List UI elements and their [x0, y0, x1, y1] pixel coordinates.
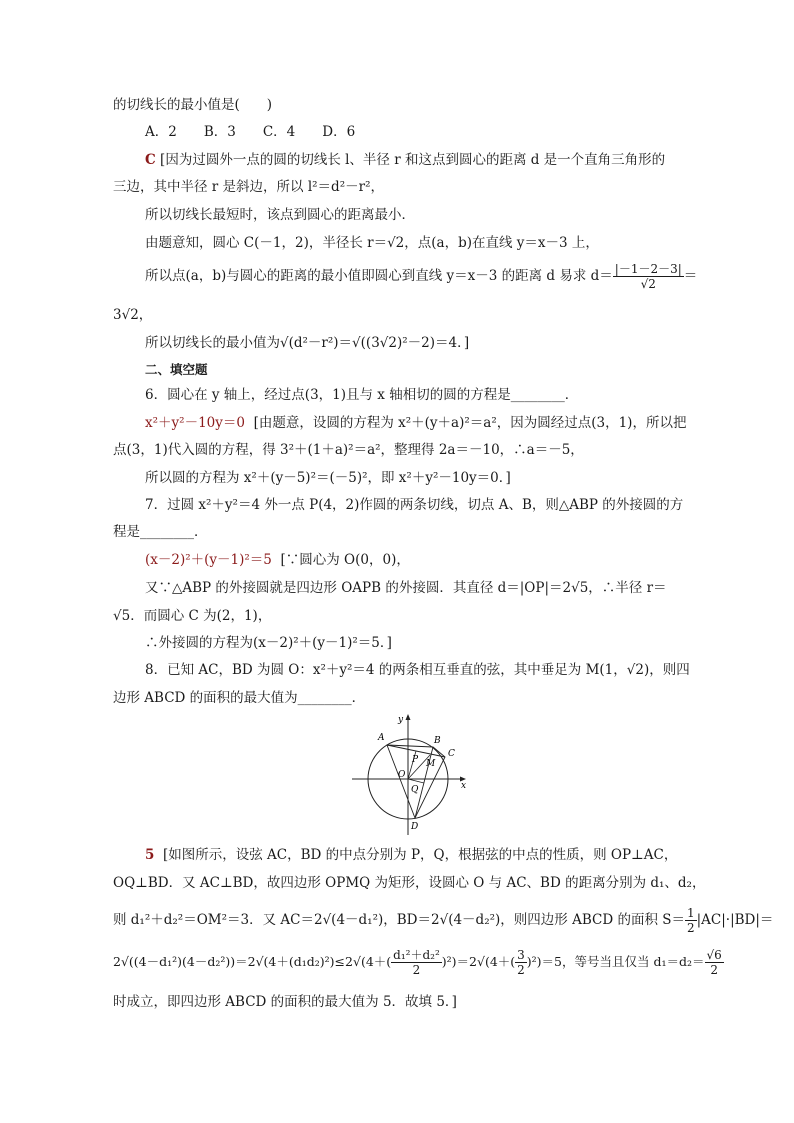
q8-sol1: [如图所示，设弦 AC，BD 的中点分别为 P，Q，根据弦的中点的性质，则 OP⊥AC， [163, 847, 678, 863]
q8-half-fraction [685, 906, 697, 935]
q7-answer: (x－2)²＋(y－1)²＝5 [145, 552, 272, 568]
q8-frac-3-den: 2 [710, 963, 718, 977]
q8-sol3 [113, 906, 773, 935]
q8-sol4-b: √(4＋( [352, 954, 392, 969]
q8-sol4-a: 2√((4－d₁²)(4－d₂²))＝2√(4＋(d₁d₂)²)≤2 [113, 954, 353, 969]
q8-answer: 5 [145, 847, 155, 863]
q8-sol4-c: )²)＝2 [441, 954, 477, 969]
q8-sol3-post: |AC|·|BD|＝ [696, 912, 774, 928]
q5-sol5 [145, 262, 697, 291]
q5-answer: C [145, 152, 156, 168]
q8-frac-2 [515, 948, 527, 977]
q5-sol2: 三边，其中半径 r 是斜边，所以 l²＝d²－r²， [113, 179, 384, 195]
label-a: A [378, 733, 385, 743]
q5-sol5-post: ＝ [683, 268, 698, 284]
q7-sol2: 又∵△ABP 的外接圆就是四边形 OAPB 的外接圆．其直径 d＝|OP|＝2√5，∴半径 r＝ [145, 580, 667, 596]
q8-stem-2: 边形 ABCD 的面积的最大值为________． [113, 690, 366, 706]
q7-stem-2: 程是________． [113, 524, 208, 540]
label-x: x [461, 781, 467, 791]
q5-sol1: [因为过圆外一点的圆的切线长 l、半径 r 和这点到圆心的距离 d 是一个直角三角形的 [160, 152, 666, 168]
q7-sol3: √5．而圆心 C 为(2，1)， [113, 608, 272, 624]
q5-sol7: 所以切线长的最小值为√(d²－r²)＝√((3√2)²－2)＝4．] [145, 335, 470, 351]
q8-frac-1-num: d₁²＋d₂² [393, 948, 440, 962]
label-p: P [412, 755, 419, 765]
q5-stem-tail: 的切线长的最小值是( ) [113, 97, 273, 113]
q6-sol2: 点(3，1)代入圆的方程，得 3²＋(1＋a)²＝a²，整理得 2a＝－10，∴a＝－5， [113, 442, 584, 458]
q5-frac-numerator: |－1－2－3| [614, 262, 682, 276]
q6-stem: 6．圆心在 y 轴上，经过点(3，1)且与 x 轴相切的圆的方程是________． [145, 387, 579, 403]
q5-frac-denominator: √2 [640, 277, 656, 291]
q5-options: A．2 B．3 C．4 D．6 [145, 124, 356, 140]
q8-sol4 [113, 948, 724, 977]
label-m: M [426, 759, 436, 769]
q8-sol4-d: √(4＋( [476, 954, 516, 969]
segment-oq [408, 779, 424, 783]
q8-sol5: 时成立，即四边形 ABCD 的面积的最大值为 5．故填 5．] [113, 994, 457, 1010]
q5-sol4: 由题意知，圆心 C(－1，2)，半径长 r＝√2，点(a，b)在直线 y＝x－3 上， [145, 235, 599, 251]
q6-sol3: 所以圆的方程为 x²＋(y－5)²＝(－5)²，即 x²＋y²－10y＝0．] [145, 470, 511, 486]
q7-sol4: ∴外接圆的方程为(x－2)²＋(y－1)²＝5．] [145, 635, 392, 651]
q8-sol2: OQ⊥BD．又 AC⊥BD，故四边形 OPMQ 为矩形，设圆心 O 与 AC、BD 的距离分别为 d₁、d₂， [113, 875, 706, 891]
q8-stem-1: 8．已知 AC，BD 为圆 O：x²＋y²＝4 的两条相互垂直的弦，其中垂足为 M(1，√2)，则四 [145, 662, 690, 678]
label-c: C [448, 749, 455, 759]
q5-sol6: 3√2， [113, 307, 153, 323]
q5-sol5-pre: 所以点(a，b)与圆心的距离的最小值即圆心到直线 y＝x－3 的距离 d 易求 d＝ [145, 268, 613, 284]
q5-sol3: 所以切线长最短时，该点到圆心的距离最小． [145, 207, 415, 223]
q8-solution-line-1 [145, 845, 677, 865]
q5-solution-line-1 [145, 150, 665, 170]
q5-distance-fraction [613, 262, 684, 291]
q8-frac-2-den: 2 [517, 963, 525, 977]
label-y: y [398, 715, 404, 725]
q8-frac-2-num: 3 [517, 948, 525, 962]
q8-frac-1-den: 2 [412, 963, 421, 977]
q8-sol3-pre: 则 d₁²＋d₂²＝OM²＝3．又 AC＝2√(4－d₁²)，BD＝2√(4－d₂²)，则四边形 ABCD 的面积 S＝ [113, 912, 685, 928]
y-axis-arrow-icon [406, 714, 411, 720]
q8-frac-3-num: √6 [706, 948, 722, 962]
q8-sol4-e: )²)＝5，等号当且仅当 d₁＝d₂＝ [526, 954, 705, 969]
q6-solution-line-1 [145, 413, 686, 433]
label-o: O [398, 770, 406, 780]
q8-figure [340, 710, 480, 840]
label-q: Q [411, 785, 419, 795]
q6-answer: x²＋y²－10y＝0 [145, 415, 245, 431]
label-b: B [434, 736, 441, 746]
q7-sol1: [∵圆心为 O(0，0)， [280, 552, 410, 568]
q7-stem-1: 7．过圆 x²＋y²＝4 外一点 P(4，2)作圆的两条切线，切点 A、B，则△ABP 的外接圆的方 [145, 497, 684, 513]
label-d: D [411, 822, 419, 832]
q7-solution-line-1 [145, 550, 410, 570]
section-heading: 二、填空题 [145, 362, 208, 377]
q6-sol1: [由题意，设圆的方程为 x²＋(y＋a)²＝a²，因为圆经过点(3，1)，所以把 [253, 415, 687, 431]
q8-half-den: 2 [686, 921, 695, 935]
q8-frac-3 [705, 948, 724, 977]
q8-half-num: 1 [686, 906, 695, 920]
q8-frac-1 [391, 948, 442, 977]
